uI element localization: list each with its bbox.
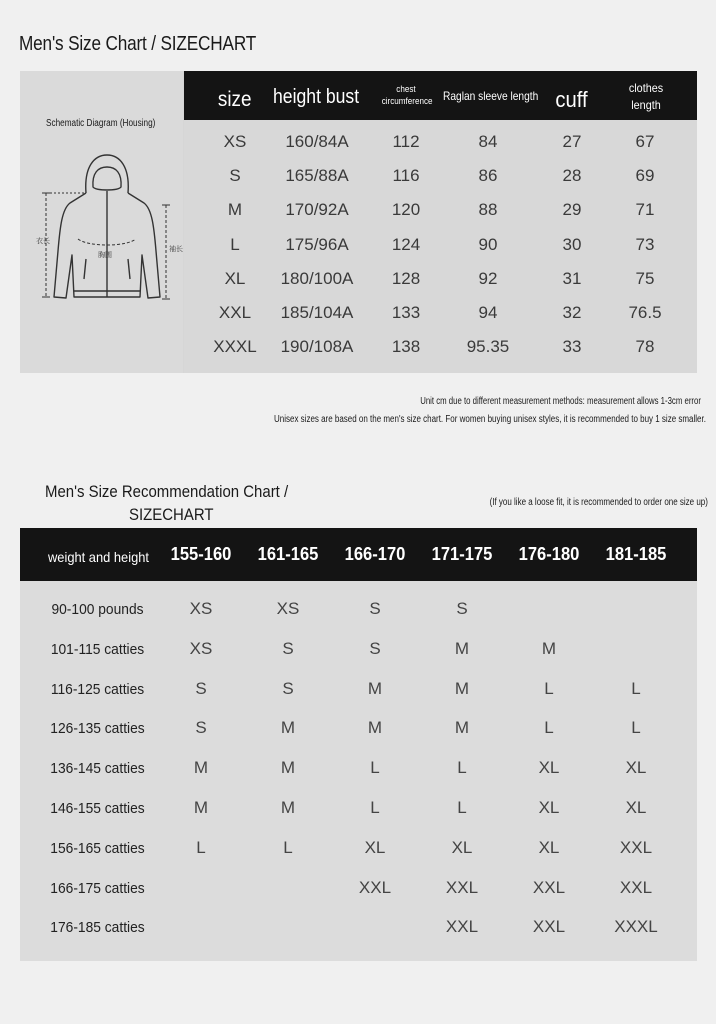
size-cell: 180/100A: [280, 268, 354, 288]
recommended-size-cell: M: [541, 638, 557, 658]
schematic-diagram: [20, 71, 183, 373]
recommended-size-cell: M: [367, 678, 383, 698]
recommended-size-cell: XXL: [445, 917, 479, 937]
recommended-size-cell: XL: [538, 837, 560, 857]
recommended-size-cell: M: [454, 718, 470, 738]
size-cell: S: [229, 166, 241, 186]
header-height-range: 161-165: [257, 544, 319, 564]
recommended-size-cell: L: [457, 798, 467, 817]
loose-fit-note: (If you like a loose fit, it is recommended to order one size up): [489, 497, 708, 508]
recommended-size-cell: L: [283, 837, 293, 857]
recommended-size-cell: XL: [538, 798, 560, 817]
recommendation-table-body: [20, 581, 697, 961]
recommended-size-cell: M: [280, 758, 296, 778]
weight-label: 90-100 pounds: [51, 601, 144, 618]
diagram-label: Schematic Diagram (Housing): [46, 118, 156, 129]
size-cell: 86: [478, 166, 498, 186]
header-chest: chest circumference: [381, 84, 433, 106]
header-height-range: 155-160: [170, 544, 232, 564]
recommended-size-cell: M: [193, 798, 209, 817]
size-cell: 94: [478, 303, 498, 322]
recommended-size-cell: M: [280, 798, 296, 817]
recommended-size-cell: L: [631, 718, 641, 738]
size-cell: 32: [562, 303, 582, 322]
size-cell: 31: [562, 268, 582, 288]
size-chart-title: Men's Size Chart / SIZECHART: [19, 33, 257, 55]
chest-mark: 胸围: [98, 251, 112, 259]
size-cell: 190/108A: [280, 337, 354, 357]
recommendation-title-line2: SIZECHART: [129, 505, 214, 524]
header-height-range: 171-175: [431, 544, 493, 564]
size-cell: 28: [562, 166, 582, 186]
recommended-size-cell: S: [282, 678, 294, 698]
recommended-size-cell: S: [282, 638, 294, 658]
recommended-size-cell: L: [196, 837, 206, 857]
size-cell: M: [227, 200, 243, 220]
recommended-size-cell: S: [195, 678, 207, 698]
recommended-size-cell: M: [454, 678, 470, 698]
unisex-note: Unisex sizes are based on the men's size chart. For women buying unisex styles, it is recommended to buy 1 size smaller.: [274, 414, 706, 425]
header-cuff: cuff: [555, 87, 588, 112]
header-height-range: 176-180: [518, 544, 580, 564]
size-cell: 124: [391, 234, 421, 254]
header-height-range: 166-170: [344, 544, 406, 564]
recommended-size-cell: S: [456, 599, 468, 618]
size-cell: XXL: [218, 303, 252, 322]
recommended-size-cell: S: [369, 599, 381, 618]
recommended-size-cell: L: [544, 718, 554, 738]
weight-label: 116-125 catties: [50, 680, 145, 698]
size-table-header: [184, 71, 697, 120]
size-cell: 112: [392, 132, 420, 151]
size-cell: 75: [635, 268, 655, 288]
header-weight-height: weight and height: [48, 549, 149, 565]
size-cell: 128: [391, 268, 421, 288]
recommended-size-cell: L: [457, 758, 467, 778]
recommended-size-cell: XL: [538, 758, 560, 778]
recommended-size-cell: M: [280, 718, 296, 738]
size-cell: 27: [562, 132, 582, 151]
size-cell: L: [230, 234, 240, 254]
recommended-size-cell: XS: [189, 638, 213, 658]
size-cell: 30: [562, 234, 582, 254]
recommended-size-cell: XS: [276, 599, 300, 618]
length-mark: 衣长: [36, 237, 50, 245]
size-cell: 29: [562, 200, 582, 220]
weight-label: 101-115 catties: [50, 640, 145, 658]
size-cell: 138: [391, 337, 421, 357]
recommended-size-cell: M: [193, 758, 209, 778]
recommended-size-cell: XXL: [619, 877, 653, 897]
weight-label: 166-175 catties: [50, 879, 145, 897]
size-cell: 84: [478, 132, 498, 151]
recommended-size-cell: L: [544, 678, 554, 698]
recommended-size-cell: XXL: [445, 877, 479, 897]
size-cell: 88: [478, 200, 498, 220]
recommended-size-cell: XXL: [619, 837, 653, 857]
recommended-size-cell: S: [369, 638, 381, 658]
header-raglan: Raglan sleeve length: [443, 89, 539, 103]
sleeve-mark: 袖长: [169, 245, 183, 253]
size-cell: 165/88A: [285, 166, 349, 186]
recommended-size-cell: L: [631, 678, 641, 698]
size-cell: XXXL: [213, 337, 257, 357]
recommended-size-cell: L: [370, 798, 380, 817]
size-cell: XS: [223, 132, 247, 151]
size-cell: 120: [391, 200, 421, 220]
recommended-size-cell: XS: [189, 599, 213, 618]
recommended-size-cell: XXL: [358, 877, 392, 897]
size-table-body: [184, 120, 697, 373]
size-cell: 90: [478, 234, 498, 254]
size-cell: 76.5: [628, 303, 662, 322]
recommended-size-cell: XXL: [532, 877, 566, 897]
size-cell: 71: [635, 200, 655, 220]
recommended-size-cell: XL: [364, 837, 386, 857]
unit-note: Unit cm due to different measurement methods: measurement allows 1-3cm error: [420, 396, 701, 407]
size-cell: 116: [392, 166, 420, 186]
recommended-size-cell: XL: [625, 758, 647, 778]
recommended-size-cell: L: [370, 758, 380, 778]
weight-label: 136-145 catties: [50, 760, 145, 778]
size-cell: 175/96A: [285, 234, 349, 254]
size-cell: 73: [635, 234, 655, 254]
size-cell: XL: [224, 268, 246, 288]
recommended-size-cell: M: [367, 718, 383, 738]
recommendation-table-header: [20, 528, 697, 581]
recommended-size-cell: M: [454, 638, 470, 658]
size-cell: 160/84A: [285, 132, 349, 151]
size-cell: 185/104A: [280, 303, 354, 322]
recommendation-title: Men's Size Recommendation Chart /: [45, 482, 289, 501]
weight-label: 126-135 catties: [50, 720, 145, 738]
weight-label: 156-165 catties: [50, 839, 145, 857]
recommended-size-cell: XL: [451, 837, 473, 857]
size-cell: 170/92A: [285, 200, 349, 220]
size-cell: 69: [635, 166, 655, 186]
size-cell: 92: [478, 268, 498, 288]
weight-label: 146-155 catties: [50, 800, 145, 817]
weight-label: 176-185 catties: [50, 919, 145, 937]
header-height-bust: height bust: [273, 86, 360, 108]
header-height-range: 181-185: [605, 544, 667, 564]
size-cell: 133: [391, 303, 421, 322]
recommended-size-cell: XXXL: [614, 917, 658, 937]
recommended-size-cell: XL: [625, 798, 647, 817]
recommended-size-cell: XXL: [532, 917, 566, 937]
jacket-diagram-icon: [26, 147, 183, 307]
size-cell: 95.35: [466, 337, 510, 357]
size-cell: 78: [635, 337, 655, 357]
size-cell: 67: [635, 132, 655, 151]
header-size: size: [217, 88, 252, 111]
size-cell: 33: [562, 337, 582, 357]
header-clothes-length: clothes length: [628, 81, 664, 112]
recommended-size-cell: S: [195, 718, 207, 738]
